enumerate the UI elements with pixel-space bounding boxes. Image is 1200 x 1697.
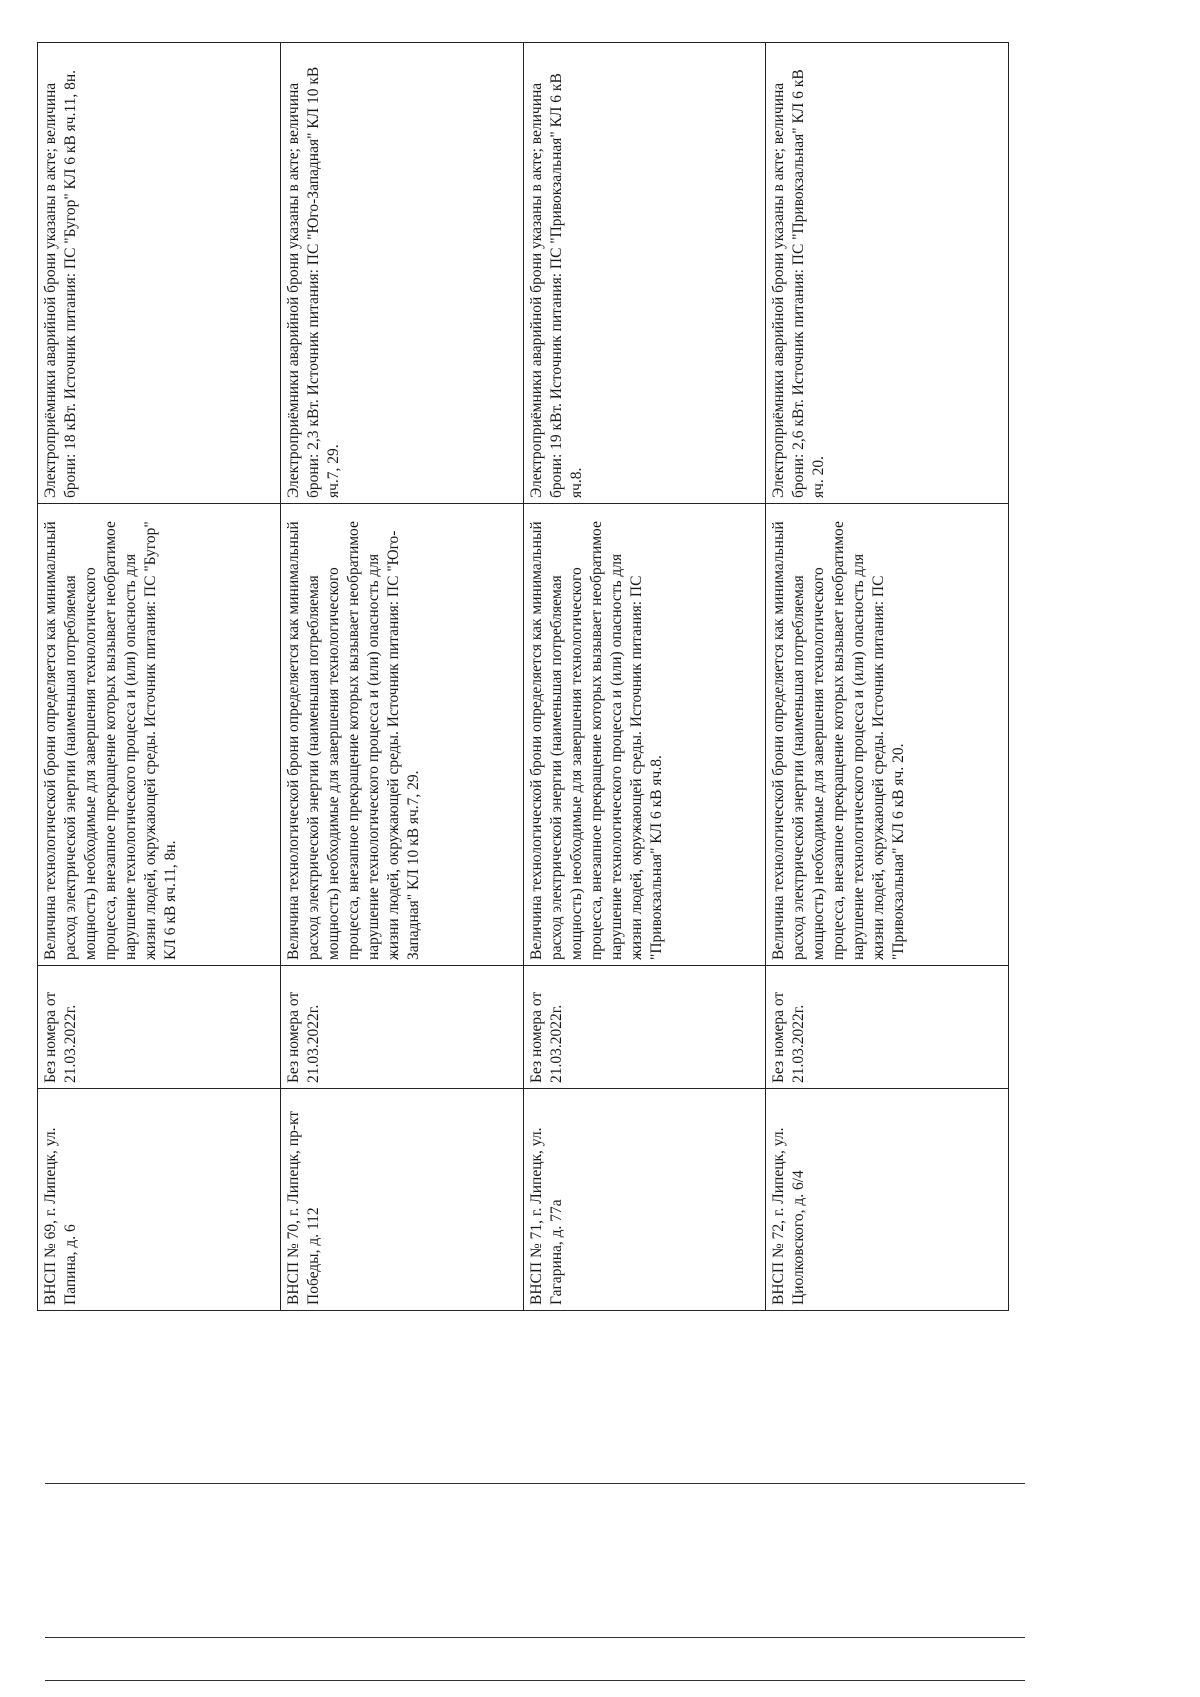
object-cell: ВНСП № 69, г. Липецк, ул. Папина, д. 6 [38, 1089, 281, 1311]
tech-reserve-cell: Величина технологической брони определяется как минимальный расход электрической энергии (наименьшая потребляемая мощность) необходимые для завершения технологического процесса, внезапное прекращение которых вызывает необратимое нарушение технологического процесса и (или) опасность для жизни людей, окружающей среды. Источник питания: ПС "Юго-Западная" КЛ 10 кВ яч.7, 29. [280, 504, 523, 966]
emergency-reserve-cell: Электроприёмники аварийной брони указаны в акте; величина брони: 2,6 кВт. Источник питания: ПС "Привокзальная" КЛ 6 кВ яч. 20. [766, 43, 1009, 504]
emergency-reserve-cell: Электроприёмники аварийной брони указаны в акте; величина брони: 2,3 кВт. Источник питания: ПС "Юго-Западная" КЛ 10 кВ яч.7, 29. [280, 43, 523, 504]
table-row [523, 43, 766, 1311]
emergency-reserve-cell: Электроприёмники аварийной брони указаны в акте; величина брони: 18 кВт. Источник питания: ПС "Бугор" КЛ 6 кВ яч.11, 8н. [38, 43, 281, 504]
table-row [280, 43, 523, 1311]
table-row [38, 43, 281, 1311]
act-cell: Без номера от 21.03.2022г. [38, 966, 281, 1089]
tech-reserve-cell: Величина технологической брони определяется как минимальный расход электрической энергии (наименьшая потребляемая мощность) необходимые для завершения технологического процесса, внезапное прекращение которых вызывает необратимое нарушение технологического процесса и (или) опасность для жизни людей, окружающей среды. Источник питания: ПС "Привокзальная" КЛ 6 кВ яч. 20. [766, 504, 1009, 966]
reserve-table [37, 42, 1009, 1311]
tech-reserve-cell: Величина технологической брони определяется как минимальный расход электрической энергии (наименьшая потребляемая мощность) необходимые для завершения технологического процесса, внезапное прекращение которых вызывает необратимое нарушение технологического процесса и (или) опасность для жизни людей, окружающей среды. Источник питания: ПС "Привокзальная" КЛ 6 кВ яч.8. [523, 504, 766, 966]
rotated-table-wrapper [37, 43, 1009, 1311]
object-cell: ВНСП № 71, г. Липецк, ул. Гагарина, д. 77а [523, 1089, 766, 1311]
table-row [766, 43, 1009, 1311]
act-cell: Без номера от 21.03.2022г. [523, 966, 766, 1089]
emergency-reserve-cell: Электроприёмники аварийной брони указаны в акте; величина брони: 19 кВт. Источник питания: ПС "Привокзальная" КЛ 6 кВ яч.8. [523, 43, 766, 504]
object-cell: ВНСП № 72, г. Липецк, ул. Циолковского, д. 6/4 [766, 1089, 1009, 1311]
act-cell: Без номера от 21.03.2022г. [766, 966, 1009, 1089]
horizontal-rule [45, 1680, 1025, 1681]
horizontal-rule [45, 1483, 1025, 1484]
object-cell: ВНСП № 70, г. Липецк, пр-кт Победы, д. 112 [280, 1089, 523, 1311]
tech-reserve-cell: Величина технологической брони определяется как минимальный расход электрической энергии (наименьшая потребляемая мощность) необходимые для завершения технологического процесса, внезапное прекращение которых вызывает необратимое нарушение технологического процесса и (или) опасность для жизни людей, окружающей среды. Источник питания: ПС "Бугор" КЛ 6 кВ яч.11, 8н. [38, 504, 281, 966]
horizontal-rule [45, 1637, 1025, 1638]
act-cell: Без номера от 21.03.2022г. [280, 966, 523, 1089]
